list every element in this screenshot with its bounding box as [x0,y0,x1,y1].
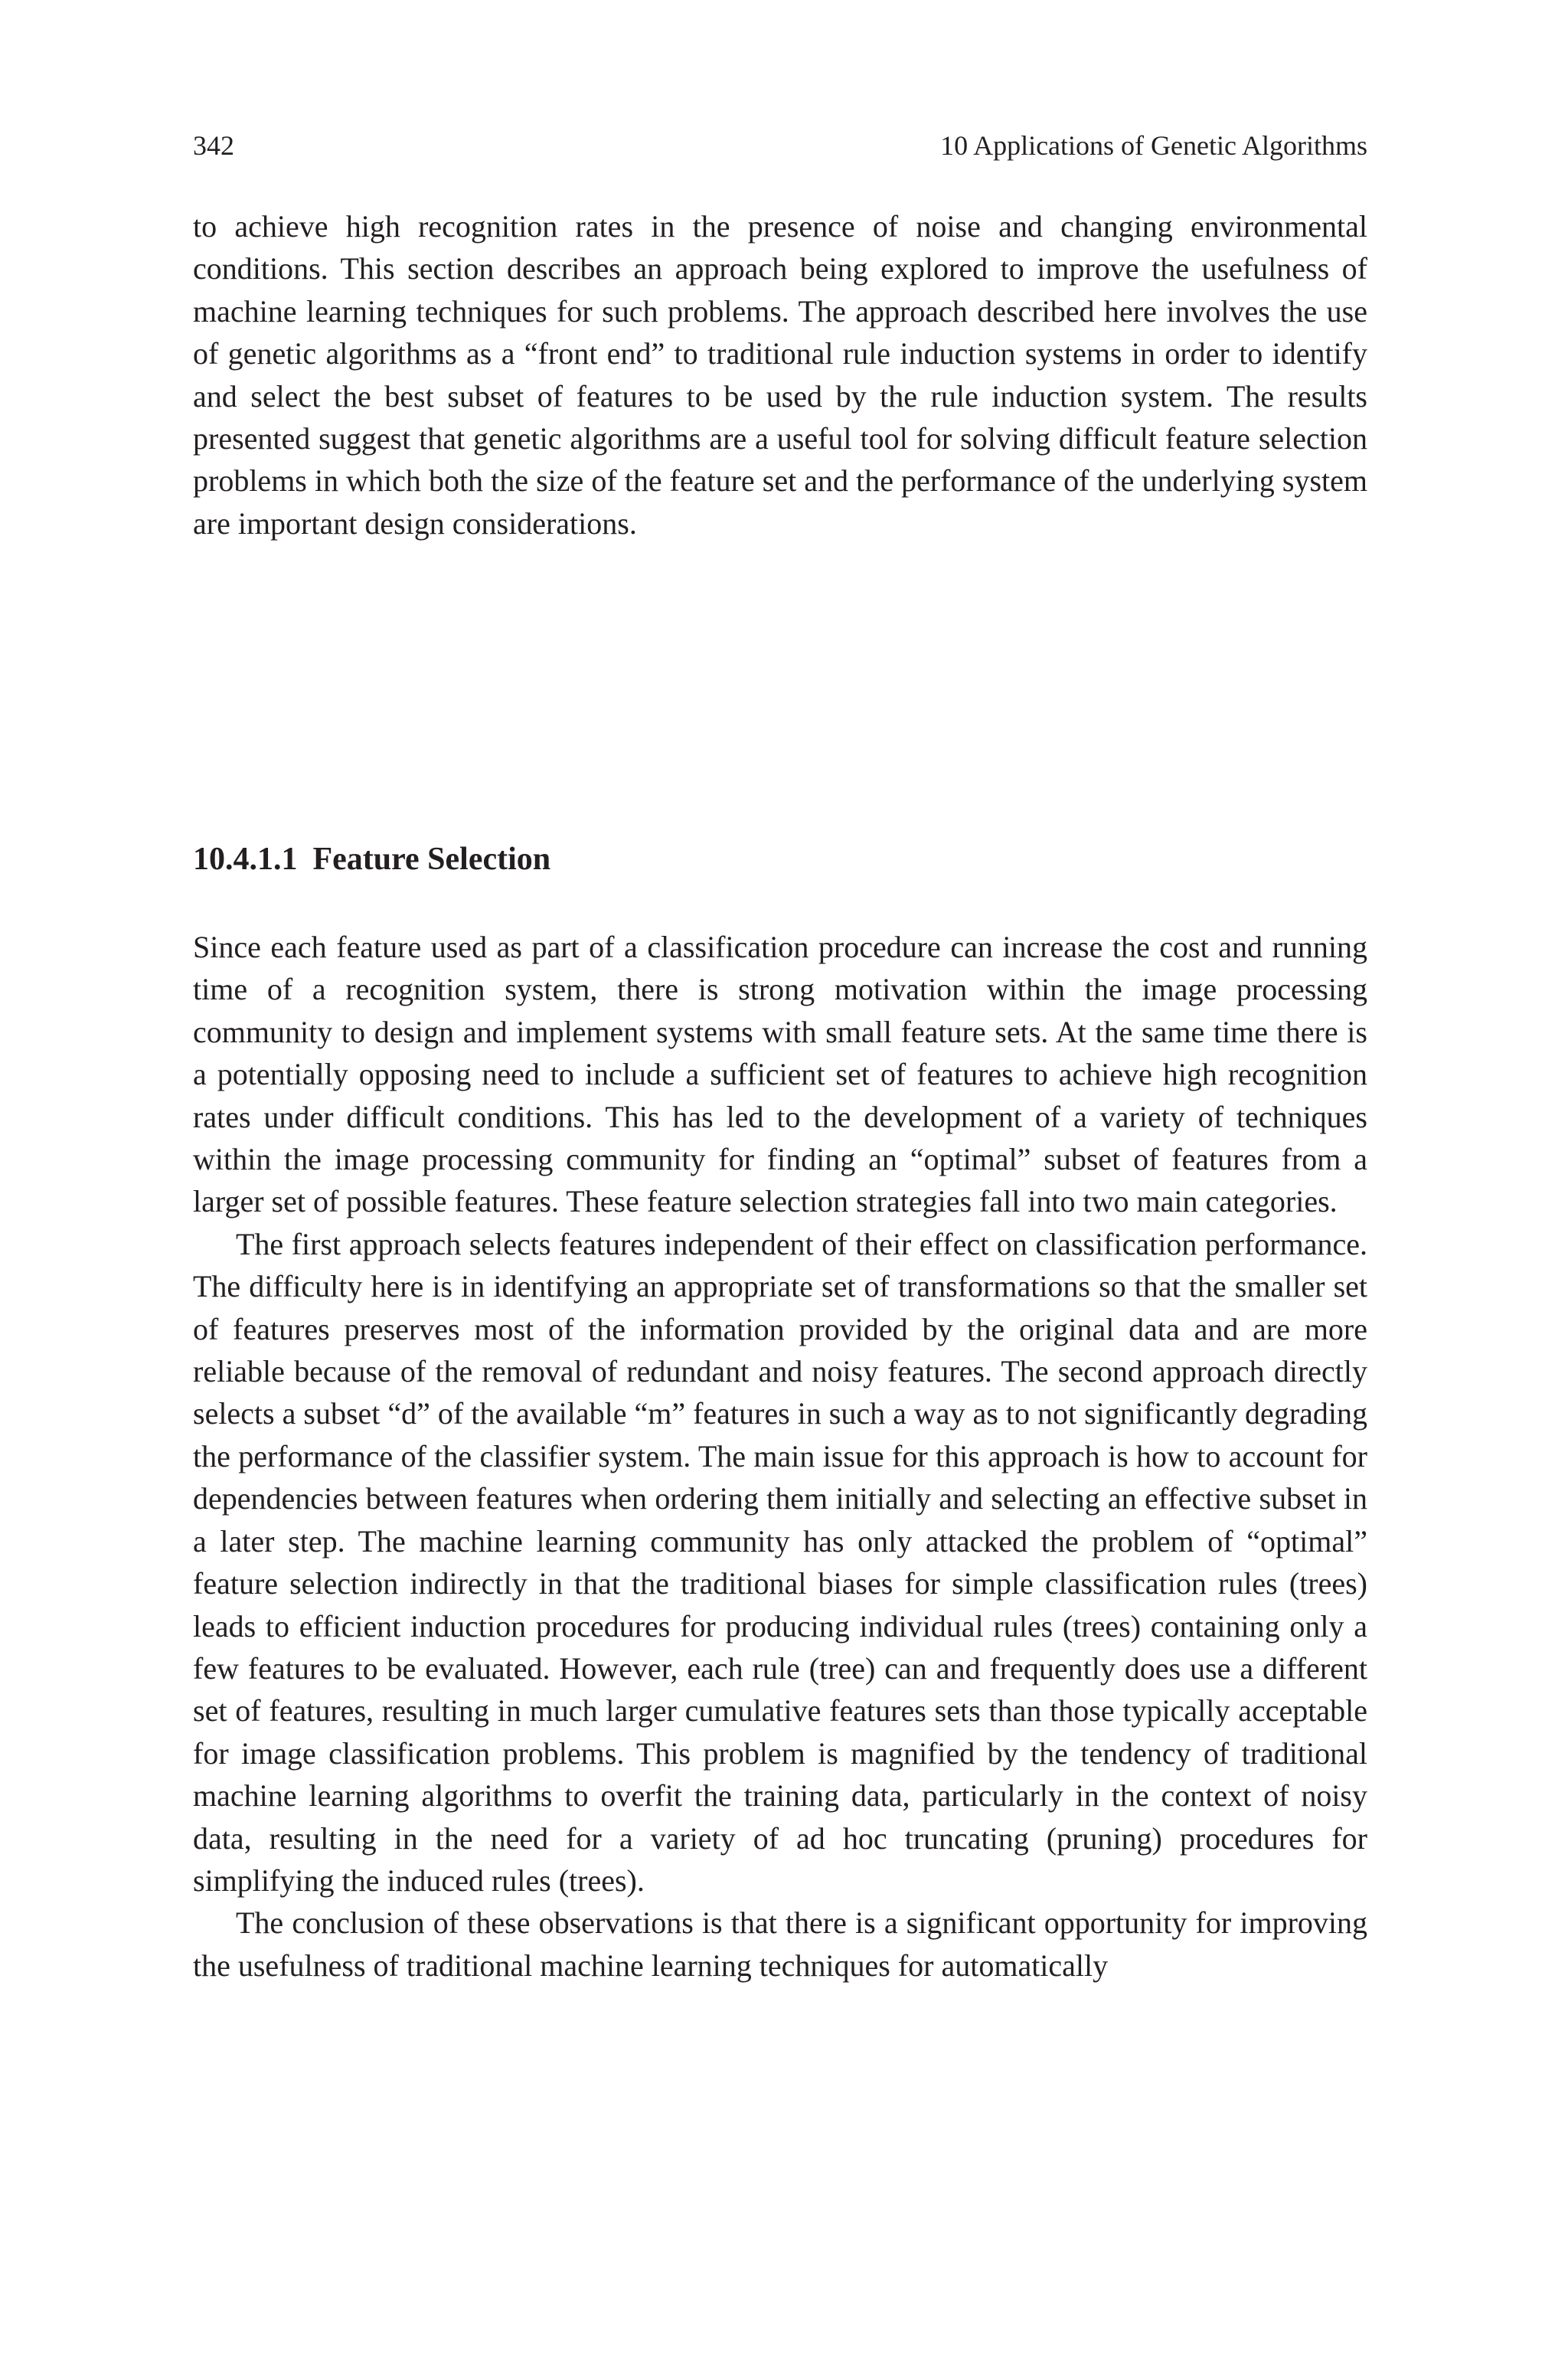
body-paragraph-1: Since each feature used as part of a classification procedure can increase the cost and running time of a recognition system, there is strong motivation within the image processing community to design and implement systems with small feature sets. At the same time there is a potentially opposing need to include a sufficient set of features to achieve high recognition rates under difficult conditions. This has led to the development of a variety of techniques within the image processing community for finding an “optimal” subset of features from a larger set of possible features. These feature selection strategies fall into two main categories. [193,930,1367,1219]
body-paragraph-2: The first approach selects features independent of their effect on classification performance. The difficulty here is in identifying an appropriate set of transformations so that the smaller set of features preserves most of the information provided by the original data and are more reliable because of the removal of redundant and noisy features. The second approach directly selects a subset “d” of the available “m” features in such a way as to not significantly degrading the performance of the classifier system. The main issue for this approach is how to account for dependencies between features when ordering them initially and selecting an effective subset in a later step. The machine learning community has only attacked the problem of “optimal” feature selection indirectly in that the traditional biases for simple classification rules (trees) leads to efficient induction procedures for producing individual rules (trees) containing only a few features to be evaluated. However, each rule (tree) can and frequently does use a different set of features, resulting in much larger cumulative features sets than those typically acceptable for image classification problems. This problem is magnified by the tendency of traditional machine learning algorithms to overfit the training data, particularly in the context of noisy data, resulting in the need for a variety of ad hoc truncating (pruning) procedures for simplifying the induced rules (trees). [193,1226,1367,1898]
section-heading [193,838,1367,881]
intro-text [193,205,1367,545]
page-number: 342 [193,130,234,161]
chapter-title: 10 Applications of Genetic Algorithms [940,130,1367,161]
intro-paragraph: to achieve high recognition rates in the presence of noise and changing environmental conditions. This section describes an approach being explored to improve the usefulness of machine learning techniques for such problems. The approach described here involves the use of genetic algorithms as a “front end” to traditional rule induction systems in order to identify and select the best subset of features to be used by the rule induction system. The results presented suggest that genetic algorithms are a useful tool for solving difficult feature selection problems in which both the size of the feature set and the performance of the underlying system are important design considerations. [193,209,1367,541]
section-number: 10.4.1.1 [193,842,298,877]
section-title: Feature Selection [312,842,551,877]
section-body [193,926,1367,1987]
body-paragraph-3: The conclusion of these observations is that there is a significant opportunity for improving the usefulness of traditional machine learning techniques for automatically [193,1905,1367,1983]
running-head [193,127,1367,164]
